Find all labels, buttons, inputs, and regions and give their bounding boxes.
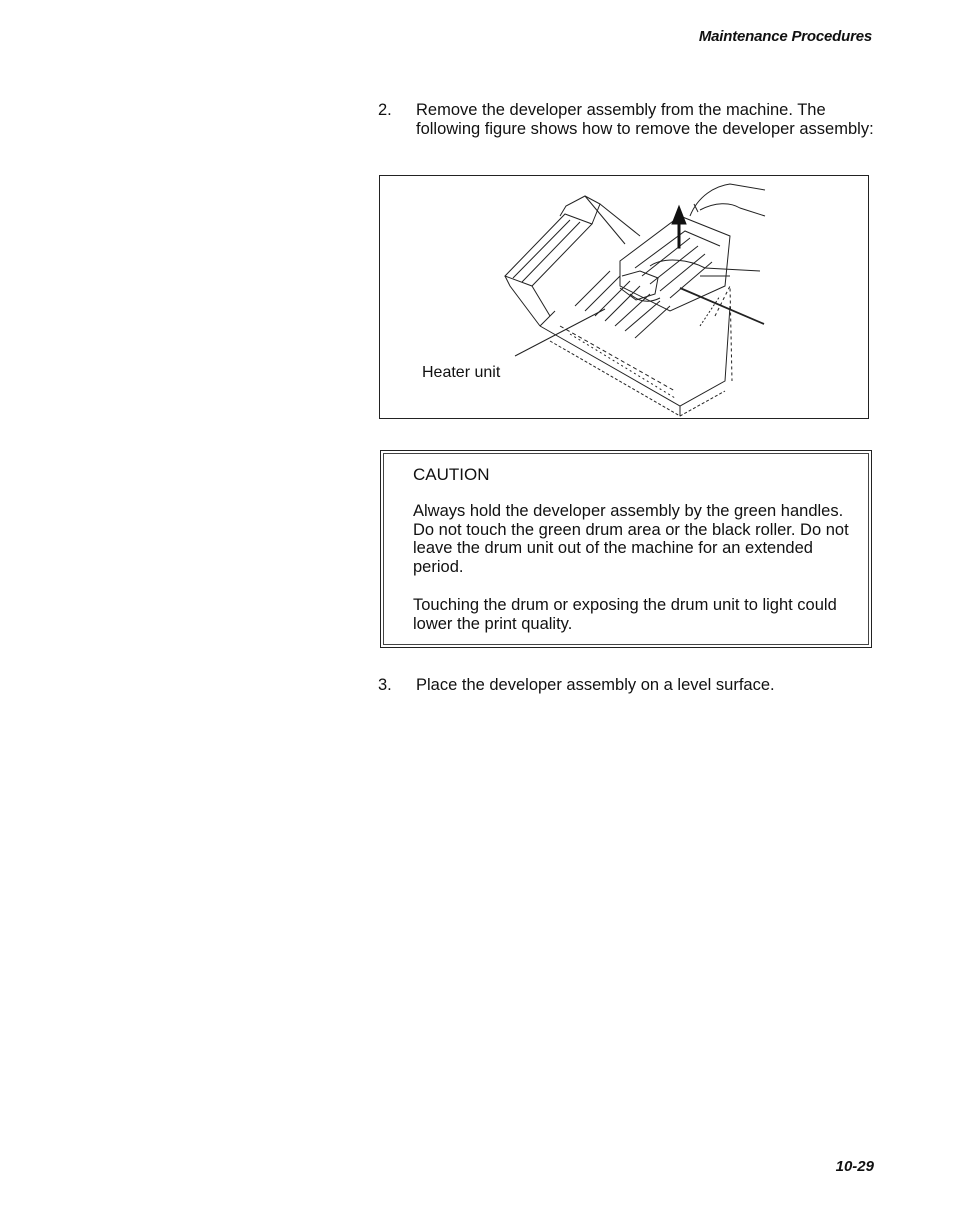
step-number: 3. [378,676,392,694]
step-text: Remove the developer assembly from the machine. The following figure shows how to remove the developer assembly: [416,101,874,138]
caution-paragraph: Always hold the developer assembly by the green handles. Do not touch the green drum area or the black roller. Do not leave the drum unit out of the machine for an extended period. [413,502,849,576]
step-text: Place the developer assembly on a level surface. [416,676,775,694]
step-3 [378,676,878,695]
step-number: 2. [378,101,392,119]
caution-paragraph: Touching the drum or exposing the drum unit to light could lower the print quality. [413,596,837,633]
page-number: 10-29 [835,1158,874,1175]
step-2 [378,101,878,139]
developer-removal-illustration [380,176,870,420]
running-header: Maintenance Procedures [698,28,872,45]
caution-box [380,450,872,648]
developer-removal-figure [379,175,869,419]
heater-unit-label: Heater unit [422,364,501,381]
caution-title: CAUTION [413,465,490,484]
